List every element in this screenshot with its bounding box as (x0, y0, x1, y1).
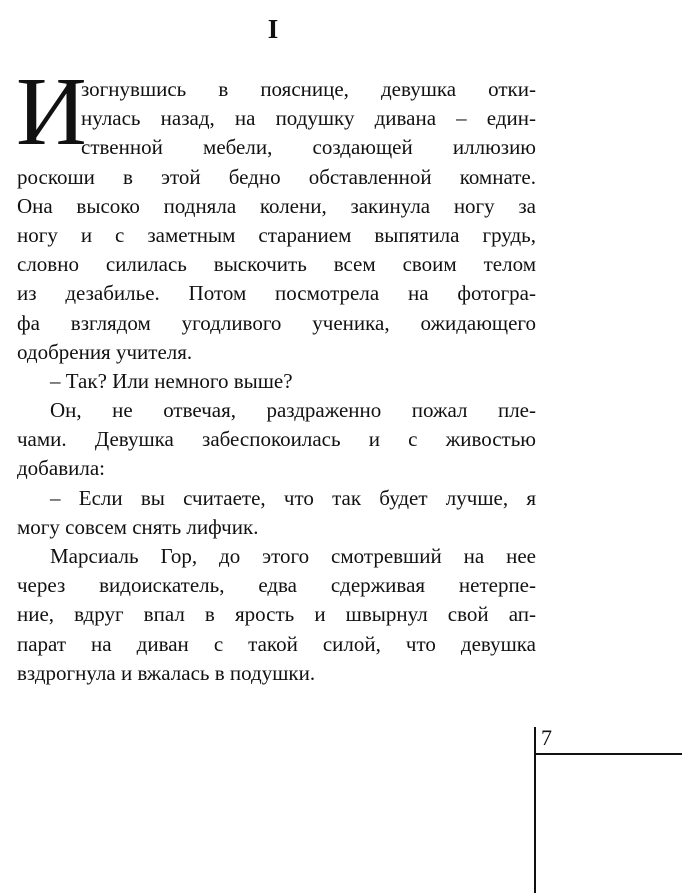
text-line: ственной мебели, создающей иллюзию (81, 135, 536, 160)
text-line: добавила: (17, 456, 105, 481)
text-line: из дезабилье. Потом посмотрела на фотогра- (17, 281, 536, 306)
text-line: Она высоко подняла колени, закинула ногу за (17, 193, 536, 218)
text-line: Он, не отвечая, раздраженно пожал пле- (50, 398, 536, 423)
text-line: одобрения учителя. (17, 339, 193, 364)
text-line: ногу и с заметным старанием выпятила грудь, (17, 222, 536, 247)
text-line: фа взглядом угодливого ученика, ожидающего (17, 310, 536, 335)
drop-cap: И (16, 58, 87, 166)
text-line: словно силилась выскочить всем своим телом (17, 252, 536, 277)
folio-horizontal-rule (534, 753, 682, 755)
chapter-number: I (267, 14, 279, 44)
text-line: ние, вдруг впал в ярость и швырнул свой ап- (17, 602, 536, 627)
page-number: 7 (541, 725, 552, 750)
text-line: Марсиаль Гор, до этого смотревший на нее (50, 544, 536, 568)
dialogue-line: – Если вы считаете, что так будет лучше, я (50, 485, 536, 510)
text-line: зогнувшись в пояснице, девушка отки- (81, 77, 536, 101)
text-line: парат на диван с такой силой, что девушка (17, 631, 536, 656)
text-line: вздрогнула и вжалась в подушки. (17, 660, 316, 685)
dialogue-line: – Так? Или немного выше? (50, 368, 293, 393)
text-line: роскоши в этой бедно обставленной комнате. (17, 164, 536, 189)
text-line: нулась назад, на подушку дивана – един- (81, 106, 536, 131)
body-text (16, 58, 536, 688)
text-line: через видоискатель, едва сдерживая нетерпе- (17, 573, 536, 598)
folio-vertical-rule (534, 727, 536, 893)
text-line: чами. Девушка забеспокоилась и с живостью (17, 427, 536, 452)
text-line: могу совсем снять лифчик. (17, 514, 259, 539)
